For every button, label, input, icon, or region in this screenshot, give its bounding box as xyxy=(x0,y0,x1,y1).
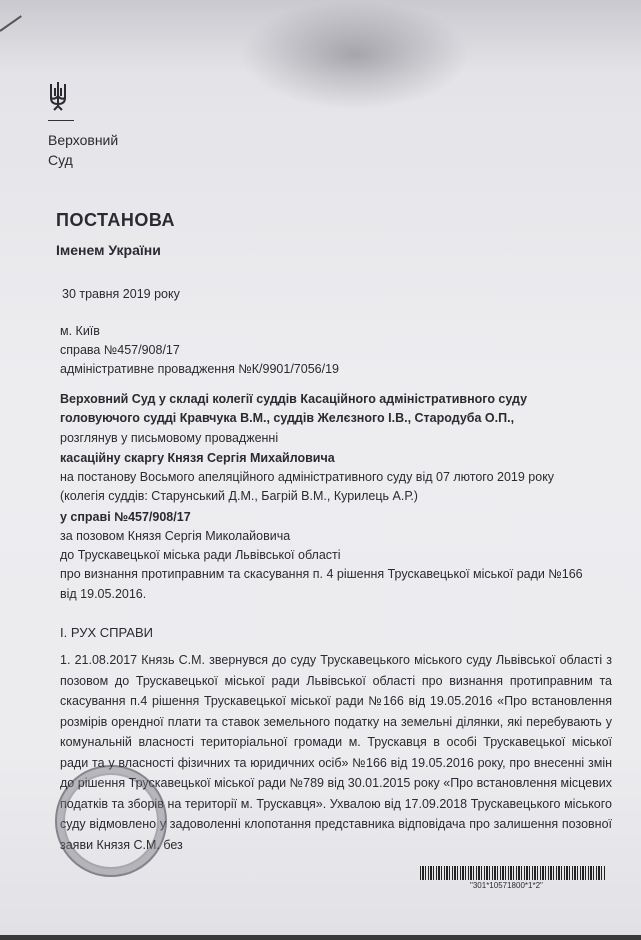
section-heading: I. РУХ СПРАВИ xyxy=(60,625,153,640)
trident-emblem-icon xyxy=(48,80,68,112)
body-line: за позовом Князя Сергія Миколайовича xyxy=(60,529,291,543)
body-line: на постанову Восьмого апеляційного адміністративного суду від 07 лютого 2019 року xyxy=(60,470,555,484)
document-subtitle: Іменем України xyxy=(56,242,161,258)
scan-shadow xyxy=(240,0,470,110)
body-line: касаційну скаргу Князя Сергія Михайловича xyxy=(60,451,335,465)
decision-date: 30 травня 2019 року xyxy=(62,287,180,301)
body-line: розглянув у письмовому провадженні xyxy=(60,431,279,445)
body-line: головуючого судді Кравчука В.М., суддів Желєзного І.В., Стародуба О.П., xyxy=(60,411,515,425)
body-line: про визнання протиправним та скасування п. 4 рішення Трускавецької міської ради №166 xyxy=(60,567,583,581)
place: м. Київ xyxy=(60,324,100,338)
case-history-paragraph: 1. 21.08.2017 Князь С.М. звернувся до суду Трускавецького міського суду Львівської області з позовом до Трускавецької міської ради Львівської області про визнання протиправним та скасування п.4 рішення Трускавецької міської ради №166 від 19.05.2016 «Про встановлення розмірів орендної плати та ставок земельного податку на земельні ділянки, які перебувають у комунальній власності територіальної громади м. Трускавця в особі Трускавецької міської ради та у власності фізичних та юридичних осіб» №166 від 19.05.2016 року, про внесенні змін до рішення Трускавецької міської ради №789 від 30.01.2015 року «Про встановлення місцевих податків та зборів на території м. Трускавця». Ухвалою від 17.09.2018 Трускавецького міського суду відмовлено у задоволенні клопотання представника відповідача про залишення позовної заяви Князя С.М. без xyxy=(60,653,612,852)
court-name-line2: Суд xyxy=(48,152,73,168)
case-number: справа №457/908/17 xyxy=(60,343,180,357)
court-name-line1: Верховний xyxy=(48,132,119,148)
barcode xyxy=(420,866,605,880)
header-divider xyxy=(48,120,74,121)
admin-proceeding-number: адміністративне провадження №К/9901/7056/19 xyxy=(60,362,339,376)
body-line: Верховний Суд у складі колегії суддів Касаційного адміністративного суду xyxy=(60,392,528,406)
body-line: до Трускавецької міська ради Львівської області xyxy=(60,548,341,562)
body-line: від 19.05.2016. xyxy=(60,587,147,601)
barcode-number: "301*10571800*1*2" xyxy=(470,881,543,890)
body-line: у справі №457/908/17 xyxy=(60,510,191,524)
body-line: (колегія суддів: Старунський Д.М., Багрій В.М., Курилець А.Р.) xyxy=(60,489,418,503)
paper-clip xyxy=(0,15,22,32)
document-title: ПОСТАНОВА xyxy=(56,210,175,230)
court-name xyxy=(48,130,118,170)
court-stamp xyxy=(55,765,167,877)
